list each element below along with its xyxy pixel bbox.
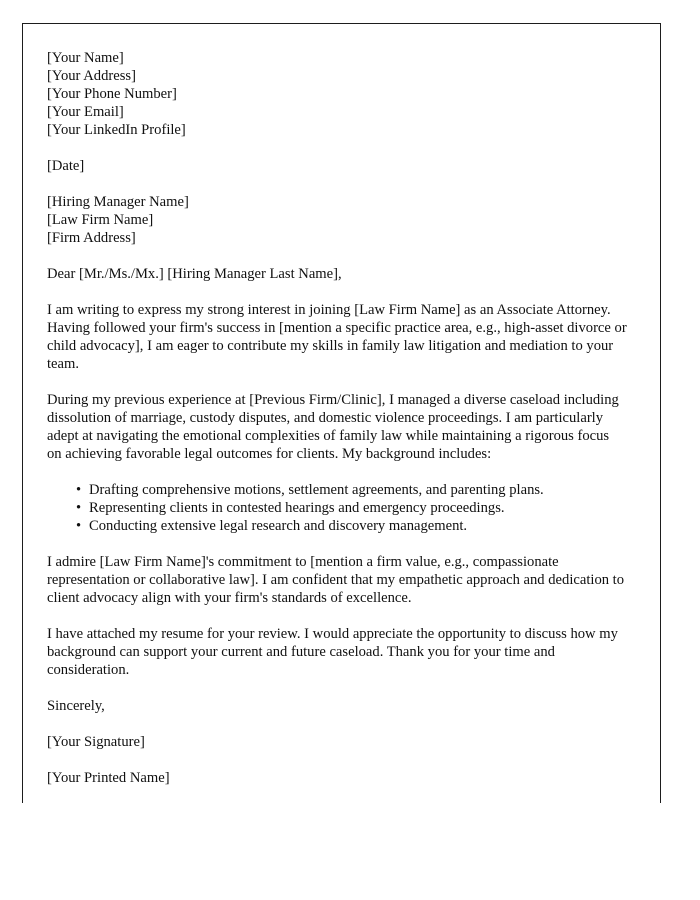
recipient-firm-address: [Firm Address]	[47, 230, 136, 246]
body-paragraph-3: I admire [Law Firm Name]'s commitment to [mention a firm value, e.g., compassionate representation or collaborative law]. I am confident that my empathetic approach and dedication to client advocacy align with your firm's standards of excellence.	[47, 554, 625, 606]
sender-phone: [Your Phone Number]	[47, 86, 177, 102]
date-block	[47, 157, 627, 175]
salutation: Dear [Mr./Ms./Mx.] [Hiring Manager Last Name],	[47, 266, 342, 282]
printed-name: [Your Printed Name]	[47, 770, 170, 786]
body-paragraph-1: I am writing to express my strong interest in joining [Law Firm Name] as an Associate Attorney. Having followed your firm's success in [mention a specific practice area, e.g., high-asset divorce or child advocacy], I am eager to contribute my skills in family law litigation and mediation to your team.	[47, 302, 627, 372]
sender-name: [Your Name]	[47, 50, 124, 66]
signature-placeholder: [Your Signature]	[47, 734, 145, 750]
list-item-text: Drafting comprehensive motions, settlement agreements, and parenting plans.	[89, 482, 544, 498]
closing-salutation: Sincerely,	[47, 698, 105, 714]
document-page	[22, 23, 661, 803]
body-paragraph-2: During my previous experience at [Previous Firm/Clinic], I managed a diverse caseload including dissolution of marriage, custody disputes, and domestic violence proceedings. I am particularly adept at navigating the emotional complexities of family law while maintaining a rigorous focus on achieving favorable legal outcomes for clients. My background includes:	[47, 392, 619, 462]
date-line: [Date]	[47, 158, 85, 174]
list-item-text: Conducting extensive legal research and discovery management.	[89, 518, 468, 534]
list-item	[76, 517, 627, 535]
sender-linkedin: [Your LinkedIn Profile]	[47, 122, 186, 138]
printed-name-block	[47, 769, 627, 787]
recipient-firm-name: [Law Firm Name]	[47, 212, 154, 228]
qualifications-list	[47, 481, 627, 535]
recipient-address-block	[47, 193, 627, 247]
sender-address-block	[47, 49, 627, 139]
bullet-icon: •	[76, 482, 82, 498]
list-item	[76, 499, 627, 517]
closing-block	[47, 697, 627, 715]
recipient-hiring-manager: [Hiring Manager Name]	[47, 194, 189, 210]
list-item-text: Representing clients in contested hearings and emergency proceedings.	[89, 500, 505, 516]
sender-email: [Your Email]	[47, 104, 124, 120]
signature-block	[47, 733, 627, 751]
body-paragraph-4: I have attached my resume for your review. I would appreciate the opportunity to discuss how my background can support your current and future caseload. Thank you for your time and consideration.	[47, 626, 618, 678]
letter-content	[47, 49, 627, 787]
bullet-icon: •	[76, 500, 82, 516]
bullet-icon: •	[76, 518, 82, 534]
list-item	[76, 481, 627, 499]
sender-address: [Your Address]	[47, 68, 136, 84]
